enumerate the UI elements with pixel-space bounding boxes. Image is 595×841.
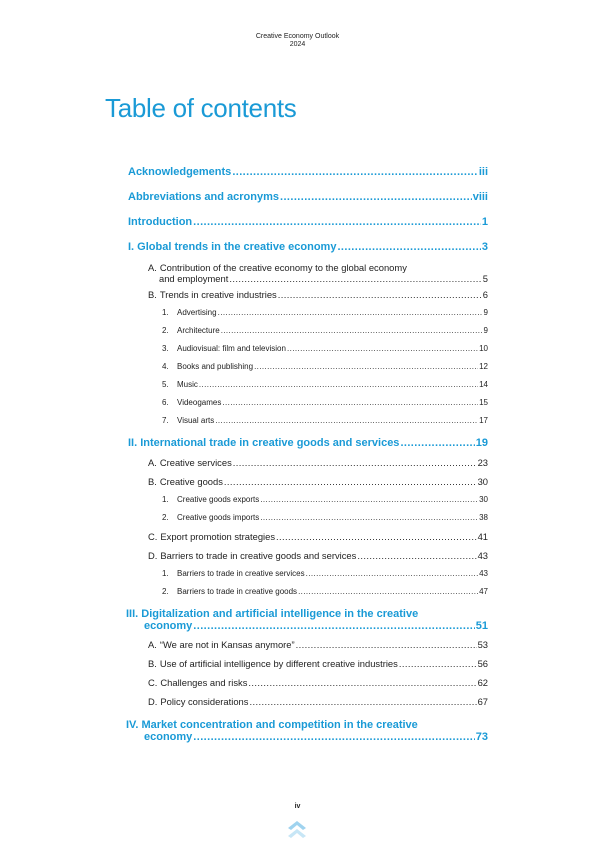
leader-dots <box>260 495 478 504</box>
leader-dots <box>337 241 480 253</box>
toc-label-continued: economy <box>144 620 193 632</box>
toc-page: 6 <box>482 289 488 300</box>
toc-number: 4. <box>162 362 169 371</box>
toc-page: 12 <box>479 362 488 371</box>
leader-dots <box>287 344 478 353</box>
toc-page: 53 <box>477 639 488 650</box>
toc-page: 38 <box>479 513 488 522</box>
leader-dots <box>221 326 483 335</box>
toc-entry-acknowledgements[interactable] <box>128 166 488 180</box>
toc-entry-3b[interactable] <box>148 658 488 670</box>
leader-dots <box>278 289 482 300</box>
toc-page: 9 <box>483 326 488 335</box>
toc-page: 15 <box>479 398 488 407</box>
toc-label: Creative services <box>159 457 232 468</box>
leader-dots <box>260 513 478 522</box>
toc-label-line1: III. Digitalization and artificial intelligence in the creative <box>126 608 419 620</box>
toc-label: II. International trade in creative goods and services <box>128 437 400 449</box>
toc-page: 62 <box>477 677 488 688</box>
toc-page: 41 <box>477 531 488 542</box>
toc-entry-1b-4[interactable] <box>162 362 488 372</box>
leader-dots <box>249 696 476 707</box>
table-of-contents <box>128 166 488 743</box>
leader-dots <box>399 658 477 669</box>
toc-page: 47 <box>479 587 488 596</box>
toc-number: A. <box>148 262 157 273</box>
toc-entry-1b-7[interactable] <box>162 416 488 426</box>
toc-page: 14 <box>479 380 488 389</box>
leader-dots <box>193 620 474 632</box>
toc-label: Music <box>177 380 198 389</box>
toc-label: Visual arts <box>177 416 215 425</box>
toc-number: 1. <box>162 308 169 317</box>
toc-label-line2 <box>126 620 488 632</box>
toc-number: B. <box>148 658 157 669</box>
toc-entry-1b-6[interactable] <box>162 398 488 408</box>
toc-number: C. <box>148 531 158 542</box>
toc-number: A. <box>148 639 157 650</box>
toc-entry-1b-3[interactable] <box>162 344 488 354</box>
toc-page: 17 <box>479 416 488 425</box>
leader-dots <box>276 531 477 542</box>
toc-page: 51 <box>475 620 488 632</box>
toc-number: 2. <box>162 513 169 522</box>
toc-page: 56 <box>477 658 488 669</box>
leader-dots <box>222 398 478 407</box>
toc-entry-chapter-1[interactable] <box>128 241 488 255</box>
toc-label: Books and publishing <box>177 362 254 371</box>
toc-label: Advertising <box>177 308 217 317</box>
toc-page: 43 <box>479 569 488 578</box>
leader-dots <box>224 476 477 487</box>
toc-label-line2 <box>148 273 488 284</box>
toc-entry-2b[interactable] <box>148 476 488 488</box>
toc-entry-2b-2[interactable] <box>162 513 488 523</box>
toc-number: 1. <box>162 495 169 504</box>
toc-number: 2. <box>162 587 169 596</box>
toc-label: Creative goods imports <box>177 513 260 522</box>
toc-entry-introduction[interactable] <box>128 216 488 230</box>
leader-dots <box>248 677 476 688</box>
toc-page: 73 <box>475 731 488 743</box>
chevron-up-icon <box>285 818 309 840</box>
toc-entry-1b-2[interactable] <box>162 326 488 336</box>
leader-dots <box>229 273 481 284</box>
toc-page: 5 <box>482 273 488 284</box>
toc-label: I. Global trends in the creative economy <box>128 241 337 253</box>
toc-number: B. <box>148 476 157 487</box>
toc-entry-1b[interactable] <box>148 289 488 301</box>
toc-entry-1b-1[interactable] <box>162 308 488 318</box>
toc-entry-3a[interactable] <box>148 639 488 651</box>
leader-dots <box>193 216 481 228</box>
toc-number: A. <box>148 457 157 468</box>
toc-page: 30 <box>479 495 488 504</box>
leader-dots <box>357 550 476 561</box>
toc-entry-chapter-4[interactable] <box>126 719 488 743</box>
toc-label: Barriers to trade in creative goods and services <box>160 550 357 561</box>
toc-number: 7. <box>162 416 169 425</box>
toc-number: C. <box>148 677 158 688</box>
toc-label-continued: and employment <box>159 273 229 284</box>
leader-dots <box>296 639 477 650</box>
toc-entry-2b-1[interactable] <box>162 495 488 505</box>
leader-dots <box>215 416 478 425</box>
toc-entry-abbreviations[interactable] <box>128 191 488 205</box>
page-number: iv <box>294 803 301 810</box>
leader-dots <box>306 569 478 578</box>
page-title: Table of contents <box>105 93 297 123</box>
toc-entry-2a[interactable] <box>148 457 488 469</box>
toc-label: Barriers to trade in creative goods <box>177 587 298 596</box>
toc-entry-3d[interactable] <box>148 696 488 708</box>
toc-page: 3 <box>481 241 488 253</box>
toc-label-line2 <box>126 731 488 743</box>
toc-label: Creative goods exports <box>177 495 260 504</box>
toc-label: Trends in creative industries <box>159 289 277 300</box>
leader-dots <box>400 437 474 449</box>
toc-page: 1 <box>481 216 488 228</box>
toc-page: iii <box>478 166 488 178</box>
toc-label-continued: economy <box>144 731 193 743</box>
toc-label-line1: IV. Market concentration and competition in the creative <box>126 719 418 731</box>
toc-entry-3c[interactable] <box>148 677 488 689</box>
toc-label: Videogames <box>177 398 222 407</box>
toc-number: 6. <box>162 398 169 407</box>
leader-dots <box>199 380 478 389</box>
toc-number: 1. <box>162 569 169 578</box>
leader-dots <box>233 457 477 468</box>
toc-label: Abbreviations and acronyms <box>128 191 279 203</box>
leader-dots <box>280 191 472 203</box>
toc-page: 30 <box>477 476 488 487</box>
toc-number: 5. <box>162 380 169 389</box>
leader-dots <box>193 731 474 743</box>
toc-label: Challenges and risks <box>160 677 248 688</box>
toc-page: 67 <box>477 696 488 707</box>
toc-number: D. <box>148 696 158 707</box>
toc-number: 3. <box>162 344 169 353</box>
toc-label: Contribution of the creative economy to the global economy <box>159 262 407 273</box>
toc-label: Export promotion strategies <box>160 531 276 542</box>
header-title: Creative Economy Outlook <box>255 33 340 40</box>
toc-number: 2. <box>162 326 169 335</box>
toc-label: “We are not in Kansas anymore” <box>159 639 295 650</box>
toc-label: Policy considerations <box>160 696 249 707</box>
toc-label: Audiovisual: film and television <box>177 344 286 353</box>
toc-label: Acknowledgements <box>128 166 232 178</box>
toc-entry-1b-5[interactable] <box>162 380 488 390</box>
header-year: 2024 <box>289 41 306 48</box>
toc-entry-chapter-3[interactable] <box>126 608 488 632</box>
toc-page: 9 <box>483 308 488 317</box>
leader-dots <box>254 362 478 371</box>
toc-label: Introduction <box>128 216 193 228</box>
toc-page: 10 <box>479 344 488 353</box>
leader-dots <box>298 587 478 596</box>
toc-page: 43 <box>477 550 488 561</box>
toc-number: B. <box>148 289 157 300</box>
leader-dots <box>232 166 478 178</box>
toc-number: D. <box>148 550 158 561</box>
toc-entry-chapter-2[interactable] <box>128 437 488 451</box>
toc-entry-2d[interactable] <box>148 550 488 562</box>
toc-entry-2d-1[interactable] <box>162 569 488 579</box>
leader-dots <box>218 308 483 317</box>
toc-label-line1 <box>148 262 407 273</box>
toc-label: Architecture <box>177 326 220 335</box>
toc-entry-2c[interactable] <box>148 531 488 543</box>
toc-entry-1a[interactable] <box>148 262 488 284</box>
toc-label: Barriers to trade in creative services <box>177 569 305 578</box>
toc-entry-2d-2[interactable] <box>162 587 488 597</box>
toc-label: Use of artificial intelligence by different creative industries <box>159 658 398 669</box>
toc-label: Creative goods <box>159 476 223 487</box>
toc-page: viii <box>472 191 488 203</box>
running-header <box>0 33 595 49</box>
toc-page: 23 <box>477 457 488 468</box>
toc-page: 19 <box>475 437 488 449</box>
